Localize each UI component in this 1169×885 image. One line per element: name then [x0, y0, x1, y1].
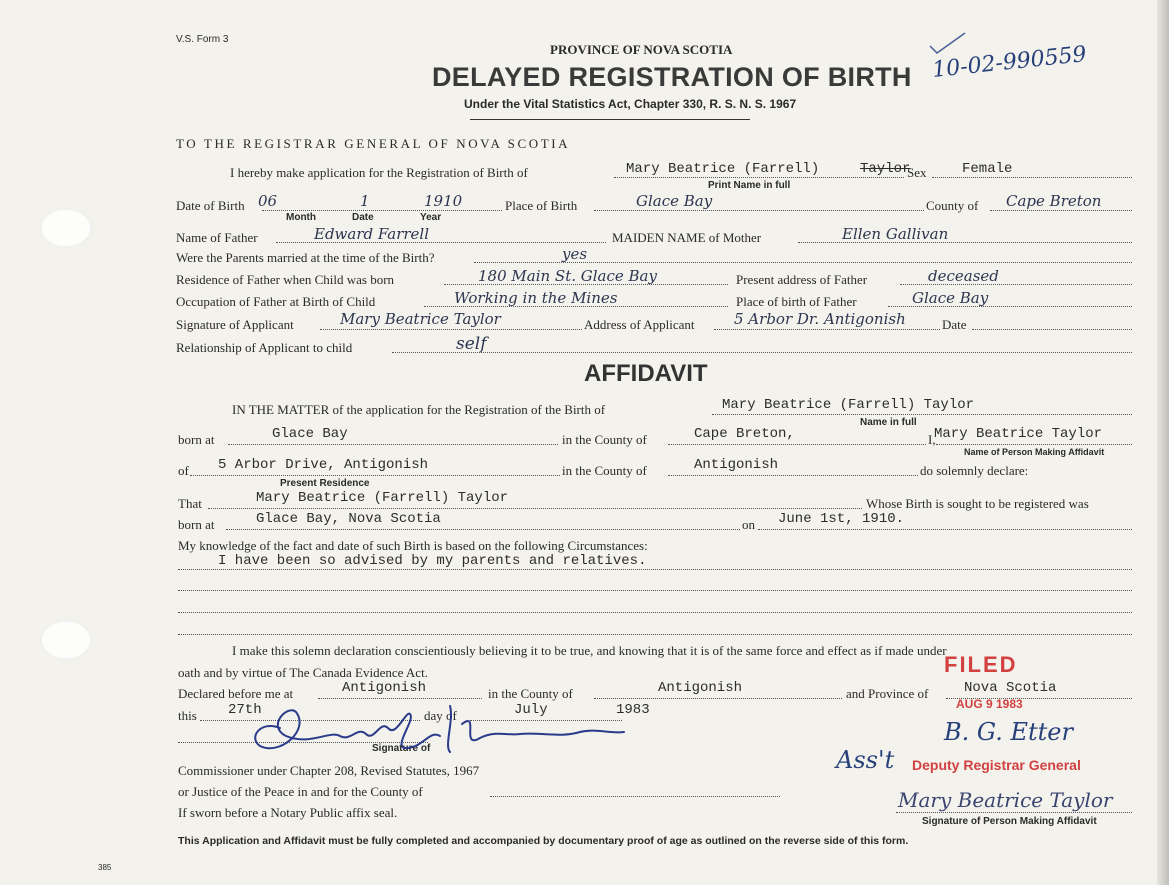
applicant-address-line — [714, 329, 940, 330]
married-label: Were the Parents married at the time of the Birth? — [176, 250, 435, 265]
child-name: Mary Beatrice (Farrell) — [626, 161, 820, 177]
born-at-line — [228, 444, 558, 445]
deponent-signature-caption: Signature of Person Making Affidavit — [922, 816, 1097, 827]
affidavit-county: Cape Breton, — [694, 426, 795, 442]
in-county-label-2: in the County of — [562, 463, 647, 478]
father-value: Edward Farrell — [314, 225, 430, 243]
declaration-line-1: I make this solemn declaration conscientiously believing it to be true, and knowing that it is of the same force and effect as if made under — [232, 643, 947, 658]
residence-value: 180 Main St. Glace Bay — [478, 267, 657, 285]
province-heading: PROVINCE OF NOVA SCOTIA — [550, 42, 733, 57]
place-line — [594, 210, 924, 211]
county-line-3 — [668, 475, 918, 476]
born-at-line-2 — [226, 529, 740, 530]
sex-line — [932, 177, 1132, 178]
filed-stamp: FILED — [944, 652, 1018, 677]
day-value: 27th — [228, 702, 262, 718]
affidavit-name: Mary Beatrice (Farrell) Taylor — [722, 397, 975, 413]
declared-county: Antigonish — [658, 680, 743, 696]
punch-hole — [40, 620, 92, 660]
matter-text: IN THE MATTER of the application for the Registration of the Birth of — [232, 402, 606, 417]
born-at-value: Glace Bay — [272, 426, 348, 442]
deponent-signature-line — [896, 812, 1132, 813]
form-subtitle: Under the Vital Statistics Act, Chapter 330, R. S. N. S. 1967 — [464, 97, 797, 111]
circumstance-line-4 — [178, 634, 1132, 635]
occupation-label: Occupation of Father at Birth of Child — [176, 294, 376, 309]
county-line-4 — [594, 698, 842, 699]
in-county-label-3: in the County of — [488, 686, 573, 701]
circumstance-line-2 — [178, 590, 1132, 591]
dob-year: 1910 — [424, 192, 463, 210]
month-value: July — [514, 702, 548, 718]
stamp-initials: B. G. Etter — [944, 718, 1073, 746]
page-edge — [1157, 0, 1169, 885]
dob-month: 06 — [258, 192, 278, 210]
this-label: this — [178, 708, 197, 723]
justice-text: or Justice of the Peace in and for the County of — [178, 784, 423, 799]
form-title: DELAYED REGISTRATION OF BIRTH — [432, 62, 912, 92]
stamp-date: AUG 9 1983 — [956, 697, 1023, 711]
name-caption: Name in full — [860, 417, 917, 428]
born-at-label-2: born at — [178, 517, 215, 532]
affidavit-county-2: Antigonish — [694, 457, 779, 473]
residence-label: Residence of Father when Child was born — [176, 272, 395, 287]
county-line-2 — [668, 444, 926, 445]
deponent-signature: Mary Beatrice Taylor — [898, 788, 1113, 812]
dob-date: 1 — [360, 192, 370, 210]
present-address-value: deceased — [928, 267, 999, 285]
justice-line — [490, 796, 780, 797]
date-label: Date — [942, 317, 967, 332]
notary-text: If sworn before a Notary Public affix seal. — [178, 805, 398, 820]
affidavit-heading: AFFIDAVIT — [584, 360, 708, 387]
asst-annotation: Ass't — [836, 746, 895, 774]
circumstance-value: I have been so advised by my parents and relatives. — [218, 553, 647, 569]
on-line — [758, 529, 1132, 530]
dob-line — [262, 210, 502, 211]
print-name-caption: Print Name in full — [708, 180, 791, 191]
whose-birth: Whose Birth is sought to be registered was — [866, 496, 1089, 511]
county-value: Cape Breton — [1006, 192, 1102, 210]
applicant-signature: Mary Beatrice Taylor — [340, 310, 501, 328]
knowledge-text: My knowledge of the fact and date of such Birth is based on the following Circumstances: — [178, 538, 648, 553]
father-birthplace-label: Place of birth of Father — [736, 294, 857, 309]
mother-label: MAIDEN NAME of Mother — [612, 230, 762, 245]
residence-line-2 — [190, 475, 560, 476]
applicant-signature-label: Signature of Applicant — [176, 317, 294, 332]
deponent-name: Mary Beatrice Taylor — [934, 426, 1103, 442]
circumstance-line-1 — [178, 569, 1132, 570]
year-value: 1983 — [616, 702, 650, 718]
form-number: V.S. Form 3 — [176, 34, 229, 45]
province-label: and Province of — [846, 686, 929, 701]
registration-number: 10-02-990559 — [931, 41, 1088, 84]
county-line — [990, 210, 1132, 211]
commissioner-text: Commissioner under Chapter 208, Revised Statutes, 1967 — [178, 763, 480, 778]
county-label: County of — [926, 198, 979, 213]
married-value: yes — [562, 245, 588, 263]
dob-label: Date of Birth — [176, 198, 245, 213]
present-address-label: Present address of Father — [736, 272, 868, 287]
struck-surname: Taylor — [860, 161, 911, 177]
deponent-line — [936, 444, 1132, 445]
place-value: Glace Bay — [636, 192, 713, 210]
punch-hole — [40, 208, 92, 248]
circumstance-line-3 — [178, 612, 1132, 613]
month-caption: Month — [286, 212, 316, 223]
declared-label: Declared before me at — [178, 686, 294, 701]
that-line — [208, 508, 862, 509]
relationship-value: self — [456, 334, 487, 354]
solemnly-declare: do solemnly declare: — [920, 463, 1029, 478]
born-at-label: born at — [178, 432, 215, 447]
declaration-line-2: oath and by virtue of The Canada Evidence Act. — [178, 665, 428, 680]
name-line — [614, 177, 904, 178]
residence-caption: Present Residence — [280, 478, 370, 489]
father-label: Name of Father — [176, 230, 258, 245]
signature-caption: Signature of — [372, 743, 431, 754]
declared-value: Antigonish — [342, 680, 427, 696]
born-at-value-2: Glace Bay, Nova Scotia — [256, 511, 441, 527]
place-label: Place of Birth — [505, 198, 578, 213]
commissioner-signature-mark — [240, 690, 630, 760]
province-value: Nova Scotia — [964, 680, 1057, 696]
mother-value: Ellen Gallivan — [842, 225, 949, 243]
on-value: June 1st, 1910. — [778, 511, 905, 527]
date-line — [972, 329, 1132, 330]
title-rule — [470, 119, 750, 120]
sex-label: Sex — [907, 165, 927, 180]
applicant-address-value: 5 Arbor Dr. Antigonish — [734, 310, 906, 328]
day-label: day of — [424, 708, 457, 723]
applicant-signature-line — [320, 329, 582, 330]
in-county-label: in the County of — [562, 432, 647, 447]
sex-value: Female — [962, 161, 1013, 177]
on-label: on — [742, 517, 755, 532]
father-birthplace-value: Glace Bay — [912, 289, 989, 307]
footer-note: This Application and Affidavit must be fully completed and accompanied by documentary proof of age as outlined on the reverse side of this form. — [178, 835, 909, 847]
applicant-address-label: Address of Applicant — [584, 317, 695, 332]
occupation-value: Working in the Mines — [454, 289, 618, 307]
affidavit-name-line — [712, 414, 1132, 415]
year-caption: Year — [420, 212, 442, 223]
addressee: TO THE REGISTRAR GENERAL OF NOVA SCOTIA — [176, 136, 571, 151]
affidavit-residence: 5 Arbor Drive, Antigonish — [218, 457, 429, 473]
that-value: Mary Beatrice (Farrell) Taylor — [256, 490, 509, 506]
footer-code: 385 — [98, 863, 112, 872]
deputy-registrar-stamp: Deputy Registrar General — [912, 757, 1081, 773]
relationship-line — [392, 352, 1132, 353]
intro-label: I hereby make application for the Registration of Birth of — [230, 165, 528, 180]
relationship-label: Relationship of Applicant to child — [176, 340, 353, 355]
deponent-caption: Name of Person Making Affidavit — [964, 447, 1105, 457]
check-mark-icon — [928, 30, 968, 56]
i-label: I, — [928, 432, 936, 447]
of-label: of — [178, 463, 189, 478]
that-label: That — [178, 496, 202, 511]
date-caption: Date — [352, 212, 374, 223]
